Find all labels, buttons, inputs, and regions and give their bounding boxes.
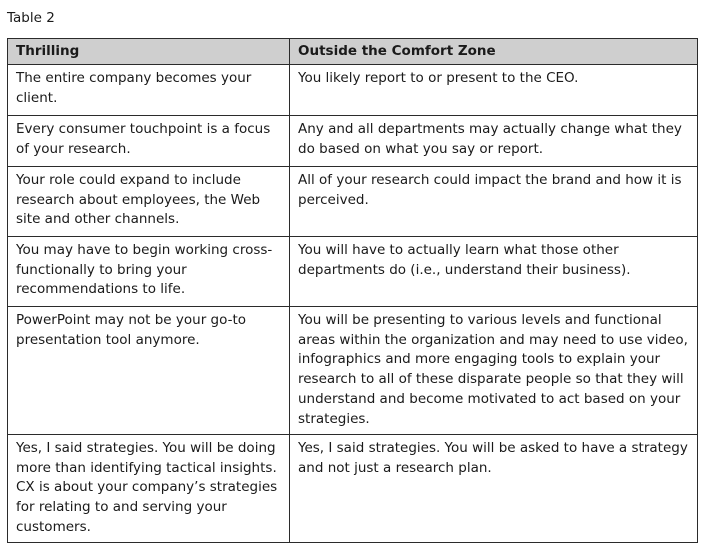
table-row (8, 435, 698, 543)
table-cell: All of your research could impact the brand and how it is perceived. (290, 167, 698, 237)
table-row (8, 167, 698, 237)
table-cell: You will be presenting to various levels and functional areas within the organization and may need to use video, infographics and more engaging tools to explain your research to all of these disparate people so that they will understand and become motivated to act based on your strategies. (290, 307, 698, 435)
table-cell: Your role could expand to include research about employees, the Web site and other channels. (8, 167, 290, 237)
table-row (8, 237, 698, 307)
table-cell: Any and all departments may actually change what they do based on what you say or report. (290, 116, 698, 167)
table-cell: Yes, I said strategies. You will be doing more than identifying tactical insights. CX is about your company’s strategies for relating to and serving your customers. (8, 435, 290, 543)
table-cell: You may have to begin working cross-functionally to bring your recommendations to life. (8, 237, 290, 307)
table-row (8, 116, 698, 167)
comparison-table (7, 38, 698, 543)
table-caption: Table 2 (7, 10, 55, 26)
table-header-row (8, 39, 698, 65)
table-row (8, 307, 698, 435)
table-cell: PowerPoint may not be your go-to presentation tool anymore. (8, 307, 290, 435)
table-cell: Every consumer touchpoint is a focus of your research. (8, 116, 290, 167)
table-row (8, 65, 698, 116)
table-cell: You likely report to or present to the CEO. (290, 65, 698, 116)
header-thrilling: Thrilling (8, 39, 290, 65)
table-cell: The entire company becomes your client. (8, 65, 290, 116)
header-outside-comfort-zone: Outside the Comfort Zone (290, 39, 698, 65)
table-cell: Yes, I said strategies. You will be asked to have a strategy and not just a research plan. (290, 435, 698, 543)
table-cell: You will have to actually learn what those other departments do (i.e., understand their business). (290, 237, 698, 307)
